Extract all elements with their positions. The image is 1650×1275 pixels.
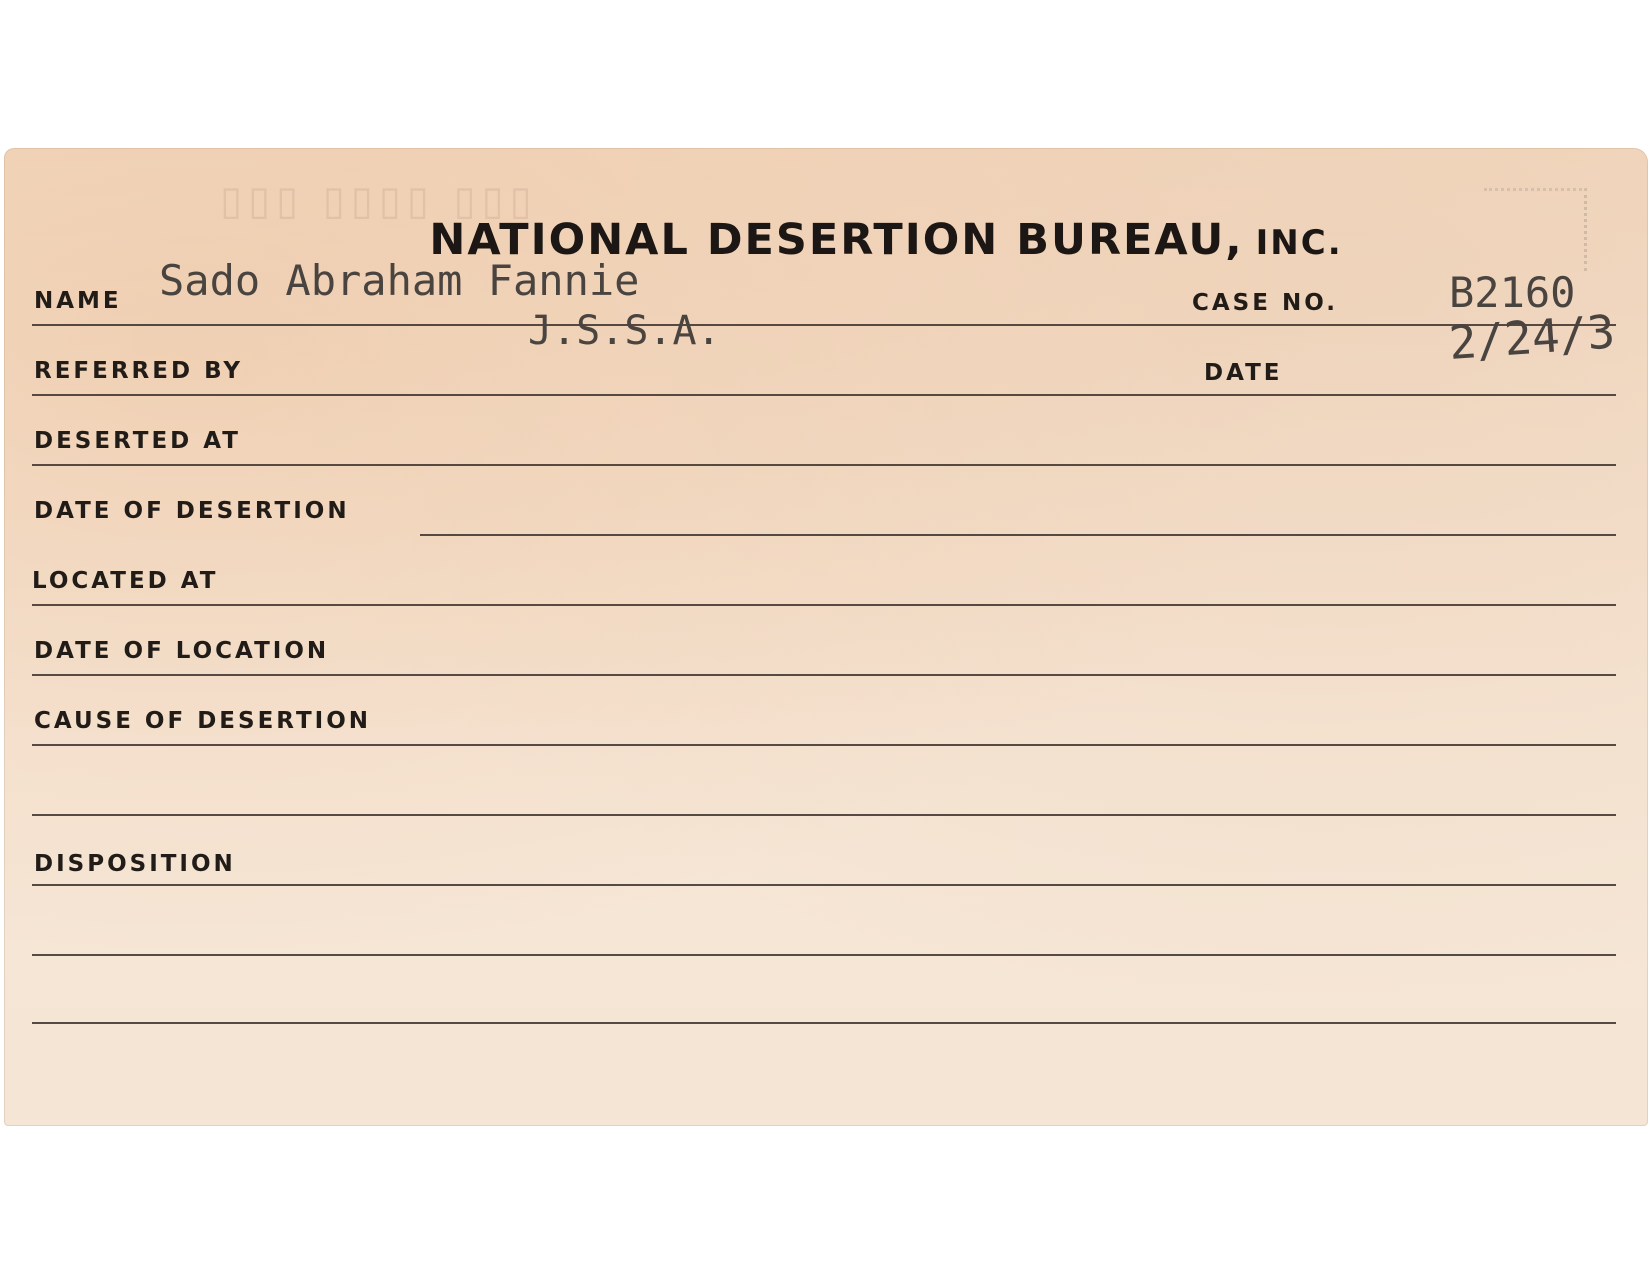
case-no-value: B2160 — [1449, 268, 1576, 317]
name-value: Sado Abraham Fannie — [159, 256, 640, 305]
disposition-line-2 — [32, 954, 1616, 956]
referred-by-label: REFERRED BY — [34, 358, 244, 384]
disposition-label: DISPOSITION — [34, 851, 236, 877]
index-card — [4, 148, 1648, 1126]
referred-by-value: J.S.S.A. — [528, 308, 721, 354]
referred-by-line — [32, 394, 1616, 396]
cause-of-desertion-label: CAUSE OF DESERTION — [34, 708, 372, 734]
disposition-line-3 — [32, 1022, 1616, 1024]
deserted-at-line — [32, 464, 1616, 466]
cause-of-desertion-line-2 — [32, 814, 1616, 816]
deserted-at-label: DESERTED AT — [34, 428, 241, 454]
card-title-main: NATIONAL DESERTION BUREAU, — [429, 215, 1244, 265]
located-at-label: LOCATED AT — [32, 568, 219, 594]
date-of-desertion-label: DATE OF DESERTION — [34, 498, 350, 524]
date-label: DATE — [1204, 360, 1283, 386]
name-label: NAME — [34, 288, 122, 314]
name-line — [32, 324, 1616, 326]
card-title-suffix: INC. — [1255, 223, 1343, 263]
date-of-location-label: DATE OF LOCATION — [34, 638, 330, 664]
date-value: 2/24/3 — [1447, 304, 1617, 370]
faded-stamp-decoration: ▯▯▯ ▯▯▯▯ ▯▯▯ — [214, 178, 532, 224]
date-of-desertion-line — [420, 534, 1616, 536]
case-no-label: CASE NO. — [1192, 290, 1338, 316]
disposition-line — [32, 884, 1616, 886]
cause-of-desertion-line — [32, 744, 1616, 746]
located-at-line — [32, 604, 1616, 606]
date-of-location-line — [32, 674, 1616, 676]
